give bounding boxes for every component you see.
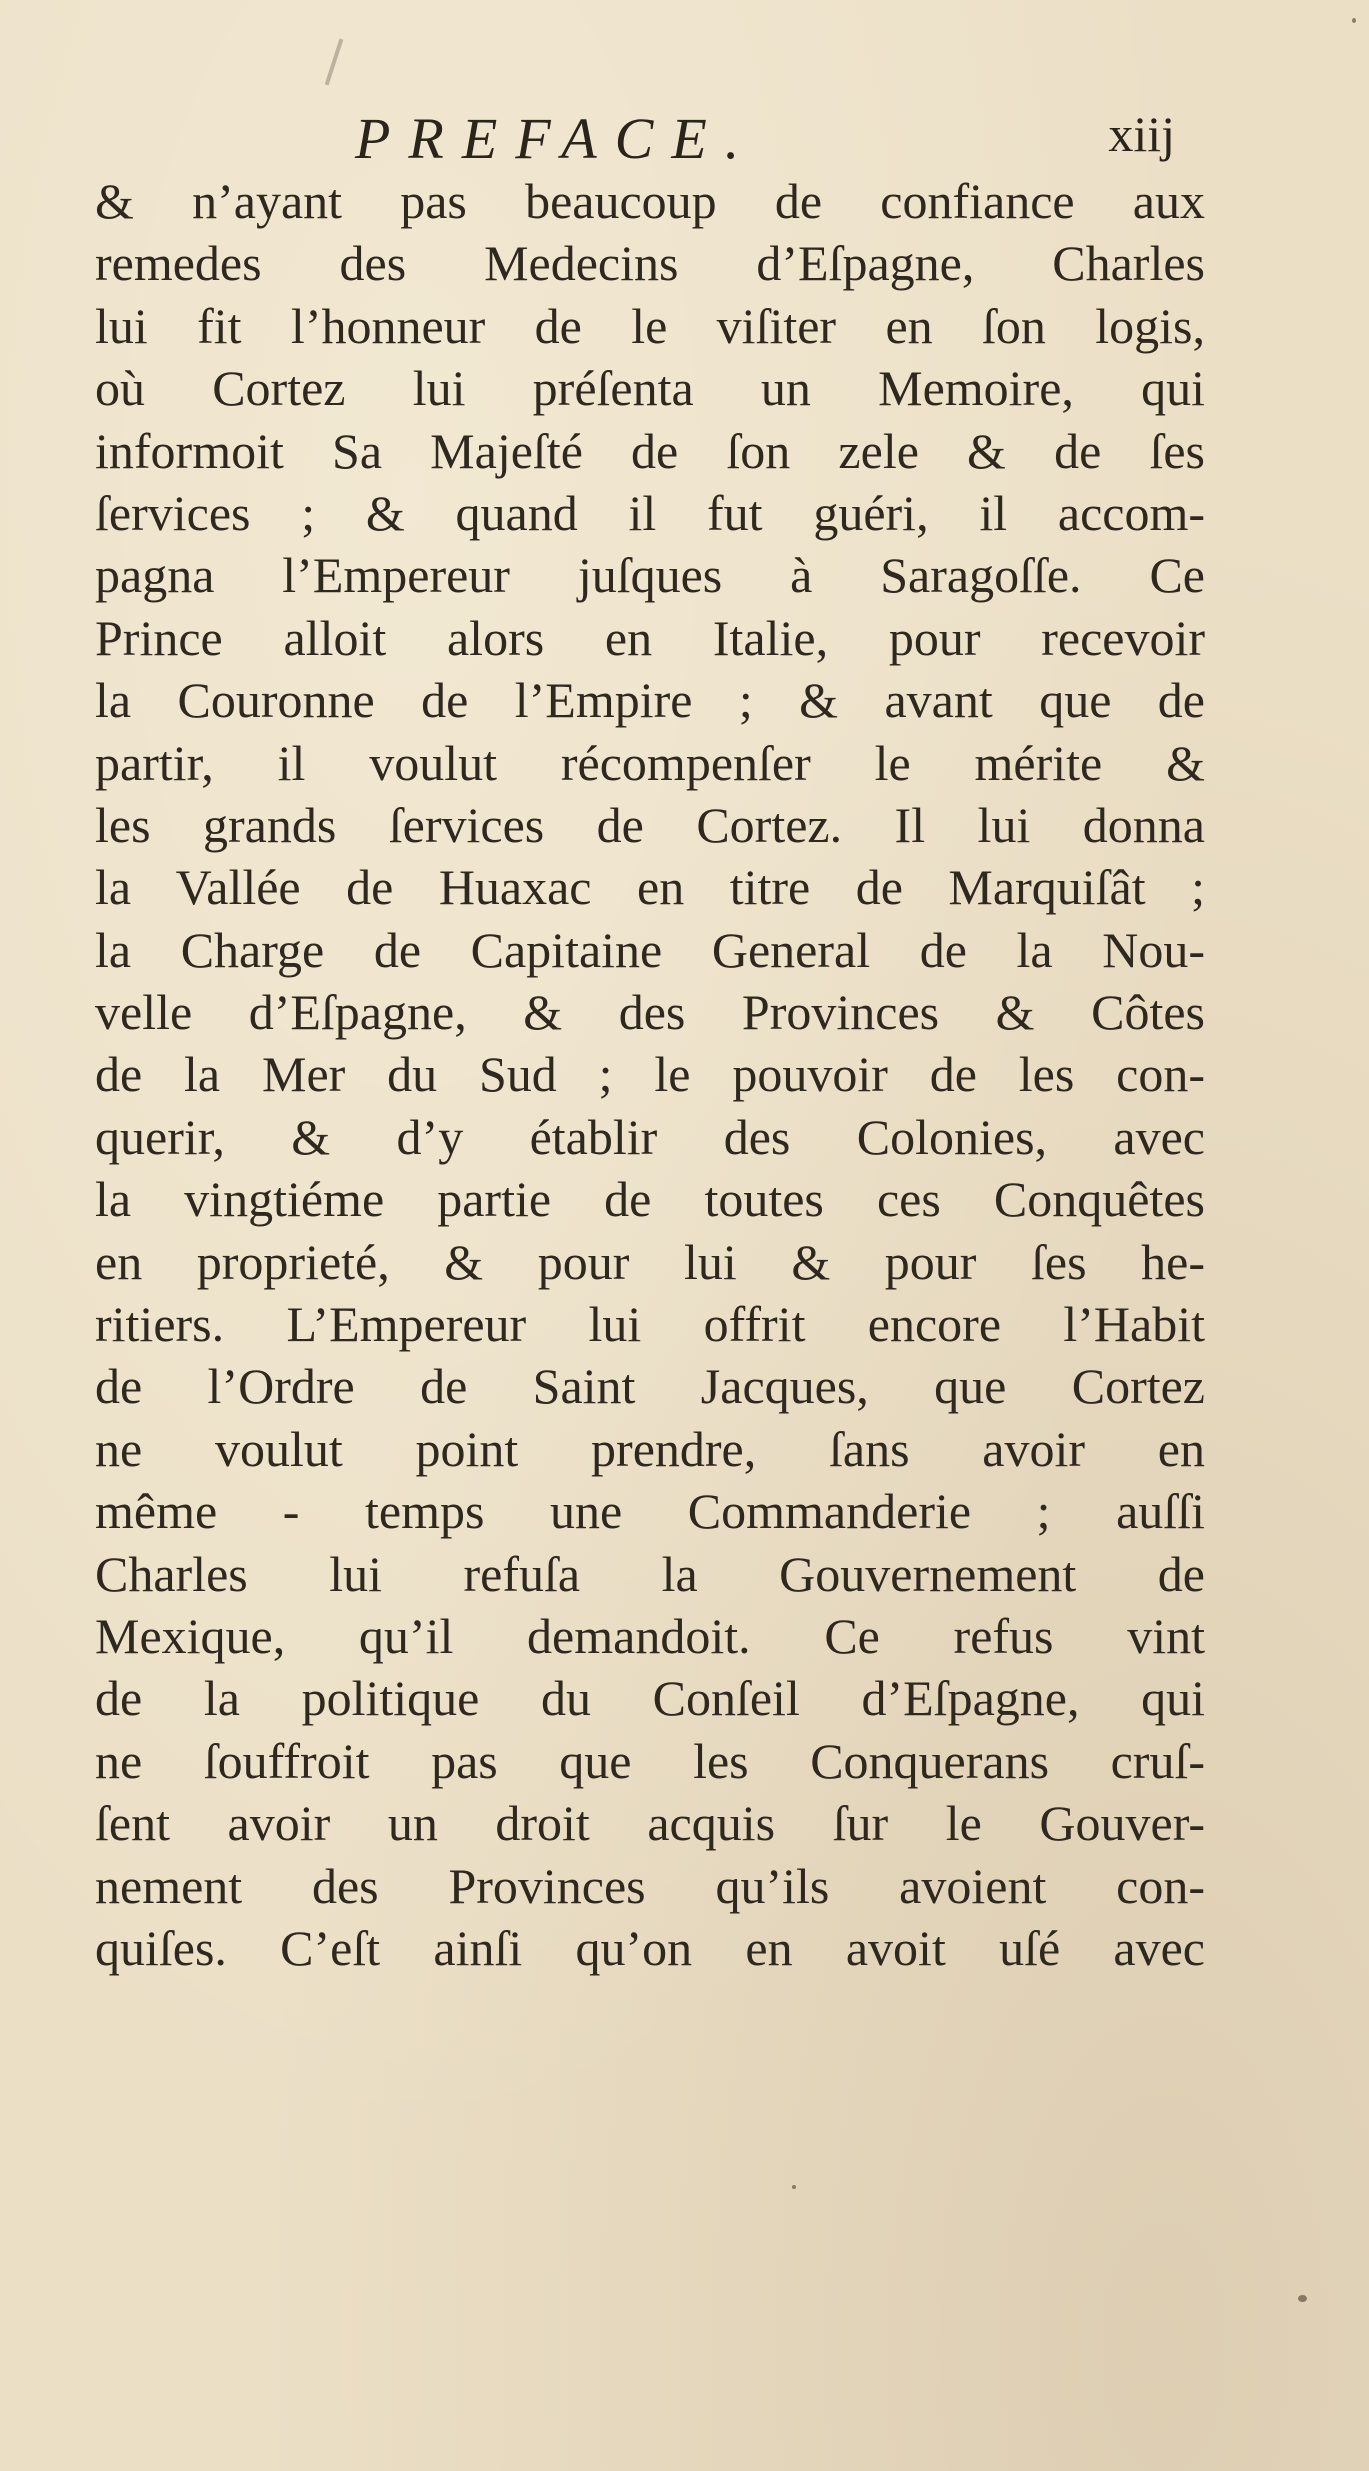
text-line: ſervices ; & quand il fut guéri, il accom- — [95, 484, 1205, 541]
text-line: nement des Provinces qu’ils avoient con- — [95, 1857, 1205, 1914]
text-line: où Cortez lui préſenta un Memoire, qui — [95, 360, 1205, 417]
text-line: ſent avoir un droit acquis ſur le Gouver- — [95, 1795, 1205, 1852]
page-header — [355, 105, 1175, 175]
text-line: ne voulut point prendre, ſans avoir en — [95, 1420, 1205, 1477]
text-line: Charles lui refuſa la Gouvernement de — [95, 1545, 1205, 1602]
text-line: ritiers. L’Empereur lui offrit encore l’Habit — [95, 1296, 1205, 1353]
text-line: informoit Sa Majeſté de ſon zele & de ſes — [95, 422, 1205, 479]
paper-speck — [1352, 18, 1356, 23]
text-line: les grands ſervices de Cortez. Il lui donna — [95, 796, 1205, 853]
text-line: lui fit l’honneur de le viſiter en ſon logis, — [95, 297, 1205, 354]
text-line: la vingtiéme partie de toutes ces Conquêtes — [95, 1171, 1205, 1228]
text-line: de la Mer du Sud ; le pouvoir de les con- — [95, 1046, 1205, 1103]
text-line: & n’ayant pas beaucoup de confiance aux — [95, 173, 1205, 229]
text-line: la Charge de Capitaine General de la Nou- — [95, 921, 1205, 978]
text-line: même - temps une Commanderie ; auſſi — [95, 1483, 1205, 1540]
paper-speck — [1298, 2295, 1307, 2302]
pencil-mark — [325, 39, 344, 86]
text-line: Prince alloit alors en Italie, pour recevoir — [95, 609, 1205, 666]
paper-speck — [792, 2185, 796, 2189]
page-number: xiij — [1108, 106, 1175, 162]
running-title: PREFACE. — [355, 106, 758, 171]
text-line: partir, il voulut récompenſer le mérite & — [95, 734, 1205, 791]
text-line: remedes des Medecins d’Eſpagne, Charles — [95, 235, 1205, 292]
text-line: pagna l’Empereur juſques à Saragoſſe. Ce — [95, 547, 1205, 604]
text-line: Mexique, qu’il demandoit. Ce refus vint — [95, 1607, 1205, 1664]
text-line: la Couronne de l’Empire ; & avant que de — [95, 672, 1205, 729]
text-line: de l’Ordre de Saint Jacques, que Cortez — [95, 1358, 1205, 1415]
text-line: la Vallée de Huaxac en titre de Marquiſât ; — [95, 859, 1205, 916]
text-line: de la politique du Conſeil d’Eſpagne, qui — [95, 1670, 1205, 1727]
text-line: quiſes. C’eſt ainſi qu’on en avoit uſé avec — [95, 1919, 1205, 1976]
text-line: velle d’Eſpagne, & des Provinces & Côtes — [95, 984, 1205, 1041]
text-line: en proprieté, & pour lui & pour ſes he- — [95, 1233, 1205, 1290]
body-text — [95, 170, 1205, 1979]
text-line: querir, & d’y établir des Colonies, avec — [95, 1108, 1205, 1165]
text-line: ne ſouffroit pas que les Conquerans cruſ- — [95, 1732, 1205, 1789]
